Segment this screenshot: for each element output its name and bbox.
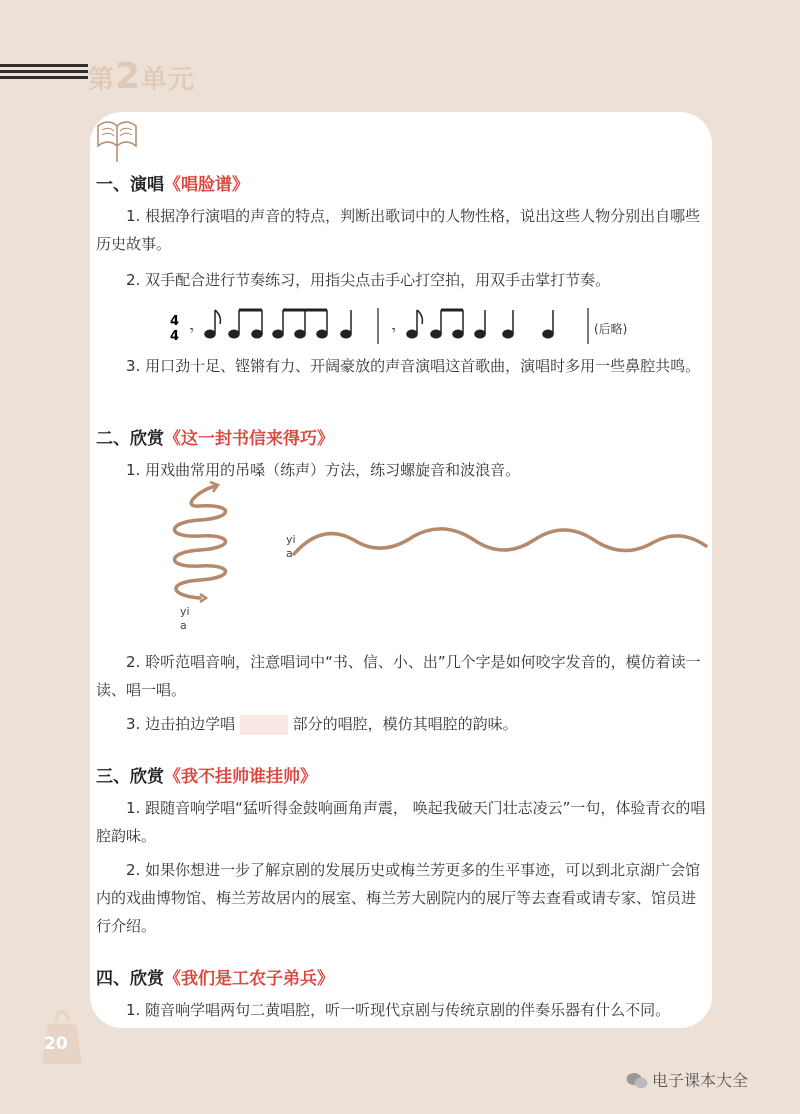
section-3-label: 三、欣赏 (96, 767, 164, 787)
section-2-item-3-start: 3. 边击拍边学唱 (126, 715, 236, 733)
spiral-label-a: a (180, 619, 187, 632)
time-signature-top: 4 (170, 314, 180, 329)
section-1-label: 一、演唱 (96, 175, 164, 195)
header-bars (0, 64, 88, 82)
section-1-item-3: 3. 用口劲十足、铿锵有力、开阔豪放的声音演唱这首歌曲，演唱时多用一些鼻腔共鸣。 (126, 357, 701, 375)
section-1-heading (96, 170, 249, 195)
section-4-song-title: 《我们是工农子弟兵》 (164, 969, 334, 989)
section-2-item-3 (96, 710, 708, 738)
section-2-heading (96, 424, 334, 449)
section-3-heading (96, 762, 317, 787)
rhythm-ending-text: (后略) (594, 322, 628, 336)
rest-symbol-2: 𝄾 (392, 323, 396, 339)
section-1-item-2: 2. 双手配合进行节奏练习，用指尖点击手心打空拍，用双手击掌打节奏。 (126, 271, 611, 289)
spiral-tone-diagram (160, 478, 240, 608)
rhythm-notation (160, 300, 600, 350)
rest-symbol: 𝄾 (190, 323, 194, 339)
watermark-text: 电子课本大全 (652, 1071, 749, 1090)
wave-label-yi: yi (286, 533, 296, 546)
section-2-item-3-end: 部分的唱腔，模仿其唱腔的韵味。 (292, 715, 518, 733)
notes-bar-1 (205, 310, 351, 338)
section-4-heading (96, 964, 334, 989)
notes-bar-2 (407, 310, 553, 338)
section-2-item-1: 1. 用戏曲常用的吊嗓（练声）方法，练习螺旋音和波浪音。 (126, 461, 521, 479)
unit-title (88, 56, 195, 97)
section-2-song-title: 《这一封书信来得巧》 (164, 429, 334, 449)
spiral-label-yi: yi (180, 605, 190, 618)
section-3-song-title: 《我不挂帅谁挂帅》 (164, 767, 317, 787)
section-3-item-1: 1. 跟随音响学唱“猛听得金鼓响画角声震， 唤起我破天门壮志凌云”一句，体验青衣的唱腔韵味。 (96, 799, 706, 845)
unit-prefix: 第 (88, 65, 116, 95)
unit-number: 2 (115, 56, 142, 97)
wave-tone-diagram (282, 518, 712, 568)
section-4-label: 四、欣赏 (96, 969, 164, 989)
time-signature-bottom: 4 (170, 329, 180, 344)
section-4-item-1: 1. 随音响学唱两句二黄唱腔，听一听现代京剧与传统京剧的伴奏乐器有什么不同。 (126, 1001, 671, 1019)
section-2-label: 二、欣赏 (96, 429, 164, 449)
unit-suffix: 单元 (141, 65, 196, 95)
section-1-item-1: 1. 根据净行演唱的声音的特点，判断出歌词中的人物性格，说出这些人物分别出自哪些历史故事。 (96, 207, 701, 253)
section-2-item-2: 2. 聆听范唱音响，注意唱词中“书、信、小、出”几个字是如何咬字发音的，模仿着读一读、唱一唱。 (96, 653, 701, 699)
open-book-icon (94, 112, 140, 164)
highlight-box (240, 715, 288, 735)
section-1-song-title: 《唱脸谱》 (164, 175, 249, 195)
page-number: 20 (44, 1034, 68, 1054)
section-3-item-2: 2. 如果你想进一步了解京剧的发展历史或梅兰芳更多的生平事迹，可以到北京湖广会馆内的戏曲博物馆、梅兰芳故居内的展室、梅兰芳大剧院内的展厅等去查看或请专家、馆员进行介绍。 (96, 861, 701, 935)
wave-label-a: a (286, 547, 293, 560)
wechat-icon (626, 1072, 648, 1090)
